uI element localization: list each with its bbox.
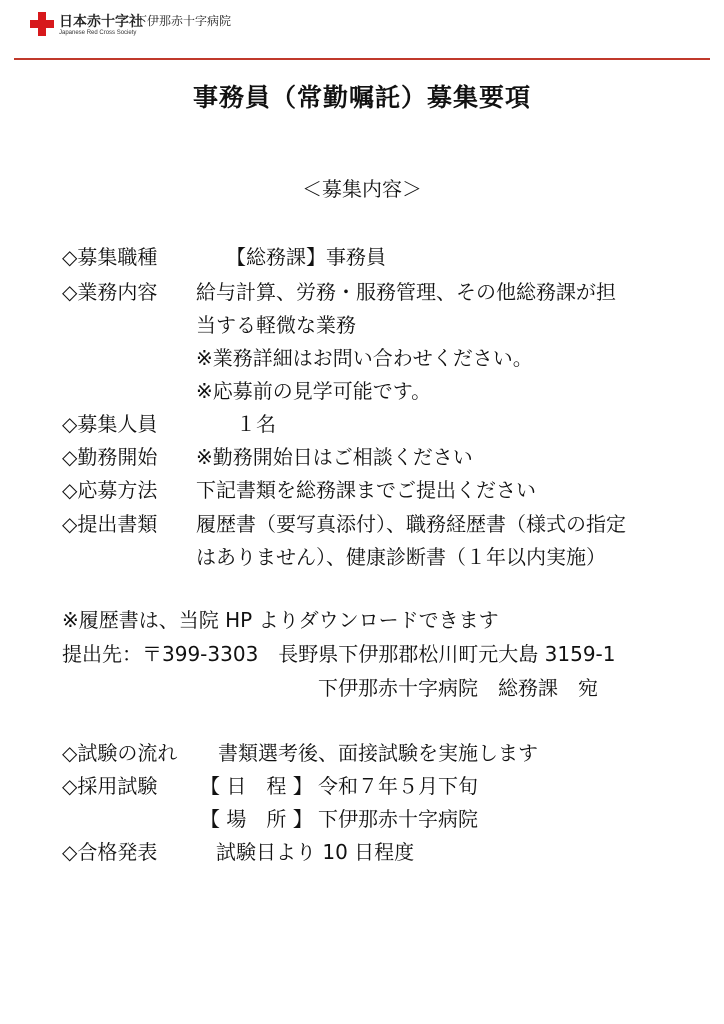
duties-label: ◇業務内容 (62, 280, 158, 304)
section-subtitle: ＜募集内容＞ (302, 177, 422, 201)
result-value: 試験日より 10 日程度 (216, 840, 415, 864)
documents-label: ◇提出書類 (62, 512, 158, 536)
selection-place-label: 【 場 所 】 (200, 807, 313, 831)
selection-date-value: 令和７年５月下旬 (318, 774, 478, 798)
selection-label: ◇採用試験 (62, 774, 158, 798)
start-label: ◇勤務開始 (62, 445, 158, 469)
headcount-value: １名 (236, 412, 276, 436)
page-title: 事務員（常勤嘱託）募集要項 (192, 83, 531, 112)
result-label: ◇合格発表 (62, 840, 158, 864)
job-type-label: ◇募集職種 (62, 245, 158, 269)
start-value: ※勤務開始日はご相談ください (196, 445, 473, 469)
apply-value: 下記書類を総務課までご提出ください (196, 478, 536, 502)
duties-line: 当する軽微な業務 (196, 313, 356, 337)
duties-note: ※業務詳細はお問い合わせください。 (196, 346, 533, 370)
org-name-en: Japanese Red Cross Society (59, 30, 137, 36)
documents-line: はありません）、健康診断書（１年以内実施） (196, 545, 606, 569)
submit-address: 提出先：〒399-3303 長野県下伊那郡松川町元大島 3159-1 (62, 642, 616, 666)
apply-label: ◇応募方法 (62, 478, 158, 502)
header-divider (14, 58, 710, 60)
duties-line: 給与計算、労務・服務管理、その他総務課が担 (196, 280, 616, 304)
exam-flow-value: 書類選考後、面接試験を実施します (218, 741, 538, 765)
exam-flow-label: ◇試験の流れ (62, 741, 178, 765)
job-type-value: 【総務課】事務員 (226, 245, 386, 269)
hospital-name: 下伊那赤十字病院 (135, 14, 232, 28)
submit-recipient: 下伊那赤十字病院 総務課 宛 (318, 676, 598, 700)
duties-note: ※応募前の見学可能です。 (196, 379, 432, 403)
selection-date-label: 【 日 程 】 (200, 774, 313, 798)
org-name-jp: 日本赤十字社 (59, 14, 143, 30)
selection-place-value: 下伊那赤十字病院 (318, 807, 478, 831)
red-cross-logo-icon (30, 12, 54, 36)
resume-download-note: ※履歴書は、当院 HP よりダウンロードできます (62, 608, 499, 632)
headcount-label: ◇募集人員 (62, 412, 158, 436)
documents-line: 履歴書（要写真添付）、職務経歴書（様式の指定 (196, 512, 626, 536)
